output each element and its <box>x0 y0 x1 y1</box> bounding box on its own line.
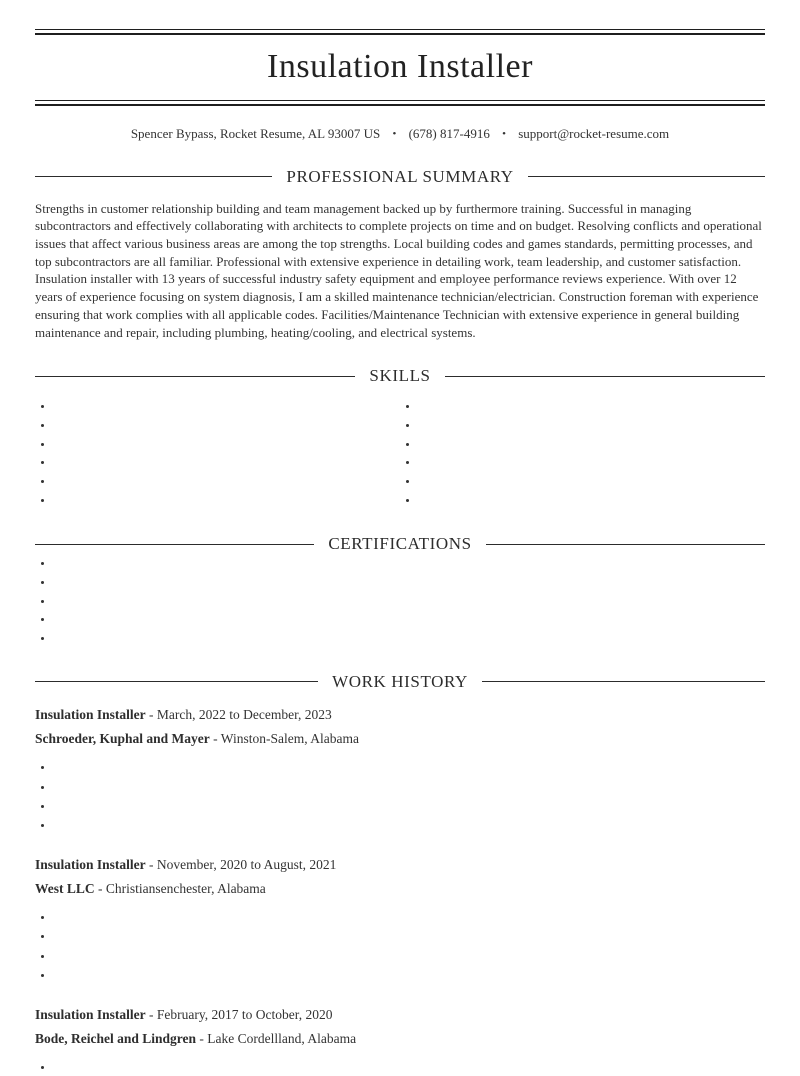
heading-rule-left <box>35 376 355 377</box>
job-bullet <box>54 758 765 776</box>
job-title-line <box>35 1006 765 1025</box>
certifications-list <box>35 554 765 646</box>
certification-item <box>54 610 765 628</box>
skill-item <box>419 472 765 490</box>
contact-separator-icon: • <box>502 127 506 140</box>
section-skills <box>35 366 765 509</box>
page-title: Insulation Installer <box>267 48 533 85</box>
skill-item <box>54 491 400 509</box>
job-company-line <box>35 880 765 899</box>
skills-list-right <box>400 397 765 509</box>
resume-header <box>35 29 765 142</box>
job-title-line <box>35 856 765 875</box>
certification-item <box>54 629 765 647</box>
skills-columns <box>35 397 765 509</box>
section-certifications <box>35 534 765 646</box>
section-heading-professional-summary <box>35 167 765 187</box>
job-title: Insulation Installer <box>35 1006 146 1022</box>
heading-rule-left <box>35 544 314 545</box>
section-title: SKILLS <box>369 366 431 386</box>
job-bullet <box>54 778 765 796</box>
job-bullet <box>54 908 765 926</box>
job-dates: - March, 2022 to December, 2023 <box>149 706 332 722</box>
job-bullet-list <box>35 758 765 833</box>
job-title-line <box>35 706 765 725</box>
heading-rule-left <box>35 176 272 177</box>
job-title: Insulation Installer <box>35 856 146 872</box>
job-entry <box>35 1006 765 1076</box>
contact-separator-icon: • <box>392 127 397 140</box>
heading-rule-left <box>35 681 318 682</box>
job-bullet <box>54 816 765 834</box>
job-bullet <box>54 947 765 965</box>
section-professional-summary <box>35 167 765 341</box>
skills-list-left <box>35 397 400 509</box>
skill-item <box>54 453 400 471</box>
skill-item <box>54 416 400 434</box>
skill-item <box>419 491 765 509</box>
contact-line <box>35 126 765 142</box>
contact-phone: (678) 817-4916 <box>408 125 490 141</box>
header-rule-bottom <box>35 100 765 106</box>
job-location: - Winston-Salem, Alabama <box>213 731 359 747</box>
contact-email: support@rocket-resume.com <box>518 125 670 141</box>
job-entry <box>35 706 765 834</box>
skill-item <box>54 435 400 453</box>
section-heading-skills <box>35 366 765 386</box>
skill-item <box>419 453 765 471</box>
section-heading-certifications <box>35 534 765 554</box>
job-bullet <box>54 966 765 984</box>
job-company: Schroeder, Kuphal and Mayer <box>35 731 210 747</box>
skill-item <box>419 397 765 415</box>
certification-item <box>54 573 765 591</box>
job-dates: - November, 2020 to August, 2021 <box>149 856 337 872</box>
section-title: CERTIFICATIONS <box>328 534 472 554</box>
job-location: - Lake Cordellland, Alabama <box>199 1031 357 1047</box>
certification-item <box>54 554 765 572</box>
job-bullet-list <box>35 1058 765 1076</box>
job-entry <box>35 856 765 984</box>
job-location: - Christiansenchester, Alabama <box>98 881 266 897</box>
jobs-list <box>35 706 765 1076</box>
skill-item <box>419 435 765 453</box>
section-title: PROFESSIONAL SUMMARY <box>286 166 514 186</box>
certification-item <box>54 592 765 610</box>
job-company-line <box>35 730 765 749</box>
job-dates: - February, 2017 to October, 2020 <box>149 1006 333 1022</box>
section-heading-work-history <box>35 672 765 692</box>
skill-item <box>419 416 765 434</box>
heading-rule-right <box>445 376 765 377</box>
heading-rule-right <box>486 544 765 545</box>
job-bullet <box>54 797 765 815</box>
job-bullet <box>54 927 765 945</box>
skill-item <box>54 472 400 490</box>
section-work-history <box>35 672 765 1076</box>
heading-rule-right <box>528 176 765 177</box>
summary-paragraph: Strengths in customer relationship building and team management backed up by furthermore training. Successful in managing subcontractors and effectively collaborating with architects to complete projects on time and on budget. Resolving conflicts and operational issues that affect various business areas are among the top strengths. Local building codes and games standards, permitting processes, and top subcontractors are all familiar. Professional with extensive experience in detailing work, team leadership, and customer satisfaction. Insulation installer with 13 years of successful industry safety equipment and employee performance reviews experience. With over 12 years of experience focusing on system diagnosis, I am a skilled maintenance technician/electrician. Construction foreman with experience ensuring that work complies with all applicable codes. Facilities/Maintenance Technician with extensive experience in general building maintenance and repair, including plumbing, heating/cooling, and electrical systems. <box>35 200 762 340</box>
job-company: Bode, Reichel and Lindgren <box>35 1031 197 1047</box>
heading-rule-right <box>482 681 765 682</box>
header-rule-top <box>35 29 765 35</box>
job-company: West LLC <box>35 881 95 897</box>
job-bullet-list <box>35 908 765 983</box>
skill-item <box>54 397 400 415</box>
job-title: Insulation Installer <box>35 706 146 722</box>
job-company-line <box>35 1030 765 1049</box>
contact-name-address: Spencer Bypass, Rocket Resume, AL 93007 US <box>130 125 381 141</box>
job-bullet <box>54 1058 765 1076</box>
section-title: WORK HISTORY <box>332 671 468 691</box>
